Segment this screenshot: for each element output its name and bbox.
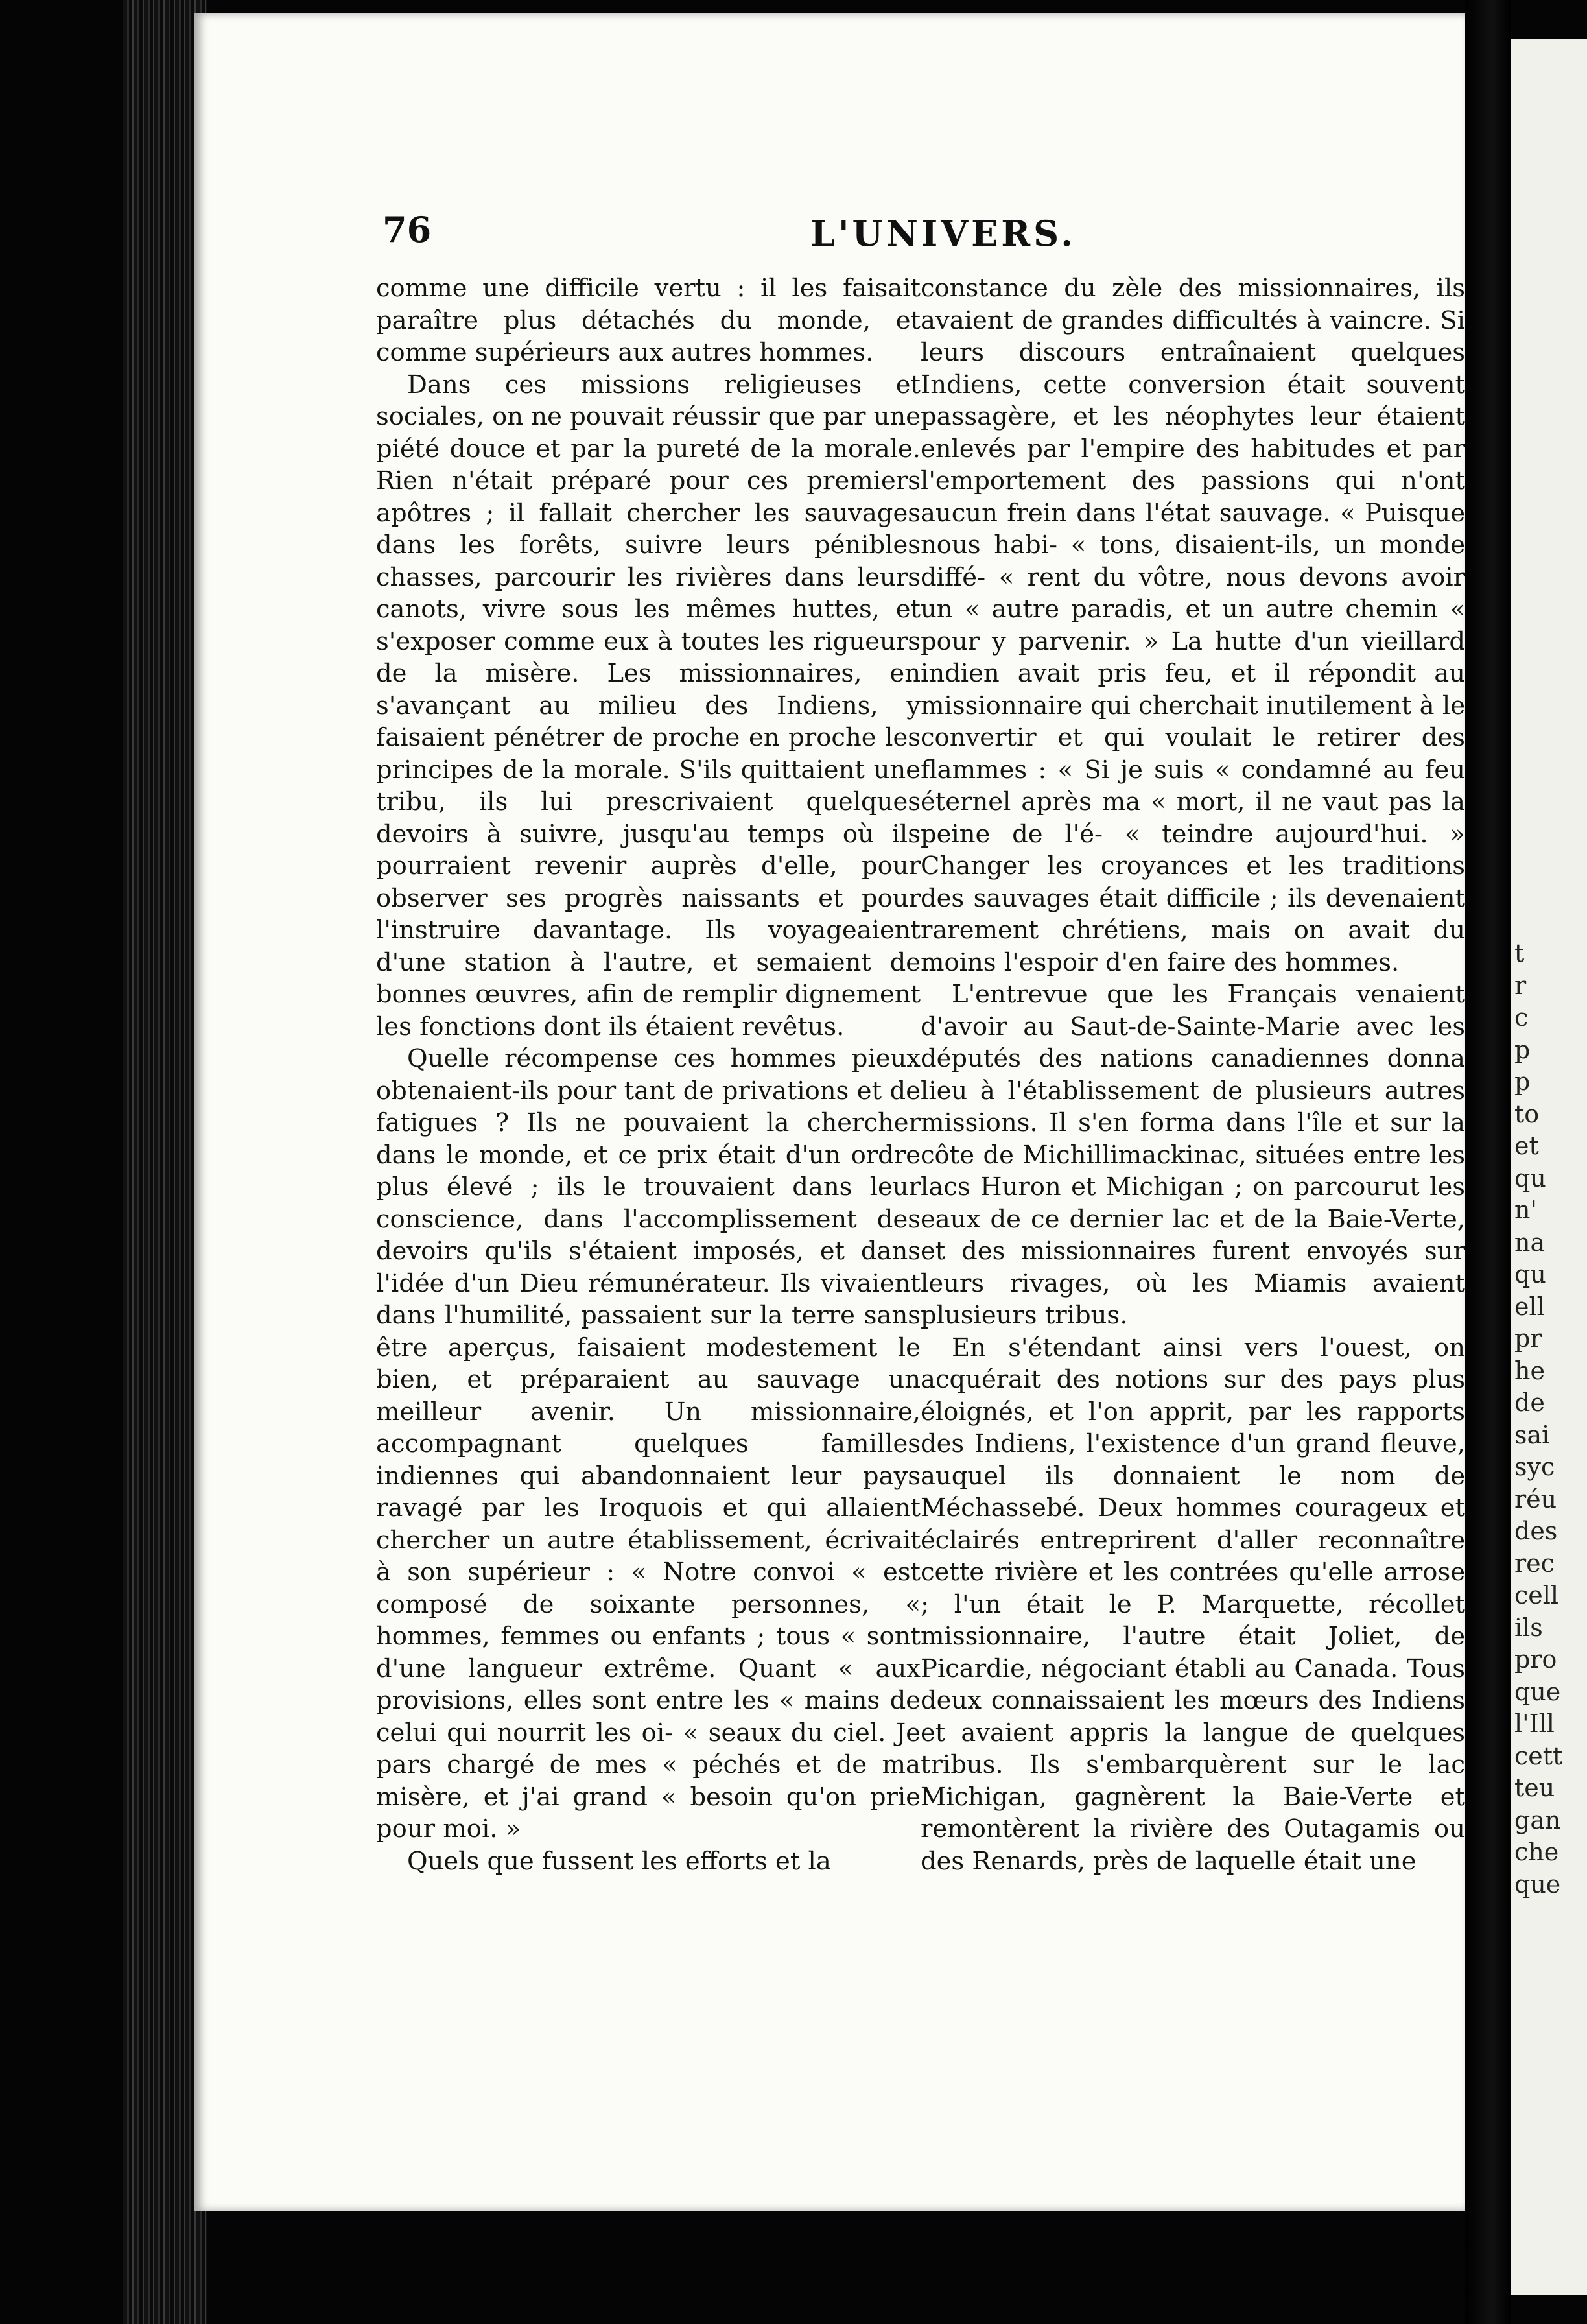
facing-page-fragment bbox=[1511, 649, 1587, 682]
facing-page-fragment: cett bbox=[1514, 1741, 1563, 1770]
facing-page-fragment: ils bbox=[1514, 1613, 1543, 1642]
facing-page-fragment bbox=[1511, 231, 1587, 264]
facing-page-fragment: qu bbox=[1514, 1260, 1546, 1288]
facing-page-fragment bbox=[1511, 328, 1587, 361]
facing-page-fragment: et bbox=[1514, 1132, 1539, 1160]
facing-page-fragment: cell bbox=[1514, 1581, 1559, 1609]
paragraph: En s'étendant ainsi vers l'ouest, on acquérait des notions sur des pays plus éloignés, et l'on apprit, par les rapports des Indiens, l'existence d'un grand fleuve, auquel ils donnaient le nom de Méchassebé. Deux hommes courageux et éclairés entreprirent d'aller reconnaître cette rivière et les contrées qu'elle arrose ; l'un était le P. Marquette, récollet missionnaire, l'autre était Joliet, de Picardie, négociant établi au Canada. Tous deux connaissaient les mœurs des Indiens et avaient appris la langue de quelques tribus. Ils s'embarquèrent sur le lac Michigan, gagnèrent la Baie-Verte et remontèrent la rivière des Outagamis ou des Renards, près de laquelle était une bbox=[921, 1333, 1465, 1876]
facing-page-fragment: r bbox=[1514, 971, 1527, 1000]
facing-page-fragment bbox=[1511, 71, 1587, 104]
facing-page-fragment: sai bbox=[1514, 1420, 1550, 1449]
facing-page-fragment bbox=[1511, 296, 1587, 328]
facing-page-edge bbox=[1511, 39, 1587, 2295]
facing-page-fragment: que bbox=[1514, 1677, 1561, 1706]
running-title: L'UNIVERS. bbox=[810, 213, 1077, 254]
facing-page-fragment bbox=[1511, 200, 1587, 232]
facing-page-fragment: p bbox=[1514, 1035, 1531, 1064]
facing-page-fragment bbox=[1511, 809, 1587, 842]
facing-page-fragment bbox=[1511, 617, 1587, 649]
facing-page-fragment: gan bbox=[1514, 1805, 1561, 1834]
facing-page-fragment bbox=[1511, 681, 1587, 713]
facing-page-fragment: teu bbox=[1514, 1773, 1555, 1802]
facing-page-fragment: l'Ill bbox=[1514, 1709, 1555, 1738]
paragraph: L'entrevue que les Français venaient d'avoir au Saut-de-Sainte-Marie avec les députés des nations canadiennes donna lieu à l'établissement de plusieurs autres missions. Il s'en forma dans l'île et sur la côte de Michillimackinac, situées entre les lacs Huron et Michigan ; on parcourut les eaux de ce dernier lac et de la Baie-Verte, et des missionnaires furent envoyés sur leurs rivages, où les Miamis avaient plusieurs tribus. bbox=[921, 980, 1465, 1330]
facing-page-fragment: de bbox=[1514, 1388, 1545, 1417]
facing-page-fragment: des bbox=[1514, 1517, 1558, 1545]
facing-page-fragment: na bbox=[1514, 1227, 1546, 1257]
facing-page-fragment: p bbox=[1514, 1067, 1531, 1096]
facing-page-fragment bbox=[1511, 745, 1587, 777]
facing-page-fragment bbox=[1511, 488, 1587, 521]
facing-page-fragment bbox=[1511, 777, 1587, 810]
page-header bbox=[194, 201, 1465, 266]
facing-page-fragment bbox=[1511, 552, 1587, 585]
facing-page-fragment: he bbox=[1514, 1356, 1545, 1385]
facing-page-fragment: n' bbox=[1514, 1196, 1537, 1224]
facing-page-fragment: rec bbox=[1514, 1548, 1555, 1578]
facing-page-fragment: syc bbox=[1514, 1452, 1555, 1481]
left-text-column bbox=[376, 272, 921, 2140]
facing-page-fragment: qu bbox=[1514, 1163, 1546, 1192]
facing-page-fragment: que bbox=[1514, 1869, 1561, 1899]
paragraph: comme une difficile vertu : il les faisait paraître plus détachés du monde, et comme supérieurs aux autres hommes. bbox=[376, 274, 921, 367]
page-gutter-shadow bbox=[1465, 0, 1511, 2324]
facing-page-fragment: che bbox=[1514, 1838, 1559, 1866]
facing-page-fragment bbox=[1511, 521, 1587, 553]
facing-page-fragment: pro bbox=[1514, 1645, 1557, 1674]
facing-page-fragment: to bbox=[1514, 1099, 1540, 1128]
facing-page-fragment bbox=[1511, 842, 1587, 874]
facing-page-fragment: t bbox=[1514, 939, 1525, 967]
right-text-column bbox=[921, 272, 1465, 2140]
page-number: 76 bbox=[382, 209, 432, 250]
book-page bbox=[194, 13, 1465, 2211]
facing-page-fragment bbox=[1511, 713, 1587, 746]
paragraph: Quels que fussent les efforts et la bbox=[407, 1846, 831, 1876]
facing-page-fragment bbox=[1511, 906, 1587, 938]
facing-page-fragment: ell bbox=[1514, 1292, 1545, 1321]
facing-page-fragment: c bbox=[1514, 1003, 1529, 1032]
facing-page-fragment bbox=[1511, 167, 1587, 200]
facing-page-fragment bbox=[1511, 873, 1587, 906]
facing-page-fragment bbox=[1511, 360, 1587, 392]
facing-page-fragment bbox=[1511, 136, 1587, 168]
facing-page-fragment bbox=[1511, 456, 1587, 489]
facing-page-fragment bbox=[1511, 424, 1587, 456]
paragraph: constance du zèle des missionnaires, ils avaient de grandes difficultés à vaincre. Si leurs discours entraînaient quelques Indiens, cette conversion était souvent passagère, et les néophytes leur étaient enlevés par l'empire des habitudes et par l'emportement des passions qui n'ont aucun frein dans l'état sauvage. « Puisque nous habi- « tons, disaient-ils, un monde diffé- « rent du vôtre, nous devons avoir un « autre paradis, et un autre chemin « pour y parvenir. » La hutte d'un vieillard indien avait pris feu, et il répondit au missionnaire qui cherchait inutilement à le convertir et qui voulait le retirer des flammes : « Si je suis « condamné au feu éternel après ma « mort, il ne vaut pas la peine de l'é- « teindre aujourd'hui. » Changer les croyances et les traditions des sauvages était difficile ; ils devenaient rarement chrétiens, mais on avait du moins l'espoir d'en faire des hommes. bbox=[921, 274, 1465, 977]
facing-page-fragment bbox=[1511, 264, 1587, 296]
facing-page-fragment bbox=[1511, 392, 1587, 425]
facing-page-fragment: pr bbox=[1514, 1324, 1542, 1353]
facing-page-fragment bbox=[1511, 585, 1587, 617]
paragraph: Quelle récompense ces hommes pieux obtenaient-ils pour tant de privations et de fatigues ? Ils ne pouvaient la chercher dans le monde, et ce prix était d'un ordre plus élevé ; ils le trouvaient dans leur conscience, dans l'accomplissement des devoirs qu'ils s'étaient imposés, et dans l'idée d'un Dieu rémunérateur. Ils vivaient dans l'humilité, passaient sur la terre sans être aperçus, faisaient modestement le bien, et préparaient au sauvage un meilleur avenir. Un missionnaire, accompagnant quelques familles indiennes qui abandonnaient leur pays ravagé par les Iroquois et qui allaient chercher un autre établissement, écrivait à son supérieur : « Notre convoi « est composé de soixante personnes, « hommes, femmes ou enfants ; tous « sont d'une langueur extrême. Quant « aux provisions, elles sont entre les « mains de celui qui nourrit les oi- « seaux du ciel. Je pars chargé de mes « péchés et de ma misère, et j'ai grand « besoin qu'on prie pour moi. » bbox=[376, 1044, 921, 1844]
facing-page-fragment bbox=[1511, 39, 1587, 71]
facing-page-fragment: réu bbox=[1514, 1484, 1557, 1513]
facing-page-fragment bbox=[1511, 103, 1587, 136]
paragraph: Dans ces missions religieuses et sociales, on ne pouvait réussir que par une piété douce et par la pureté de la morale. Rien n'était préparé pour ces premiers apôtres ; il fallait chercher les sauvages dans les forêts, suivre leurs pénibles chasses, parcourir les rivières dans leurs canots, vivre sous les mêmes huttes, et s'exposer comme eux à toutes les rigueurs de la misère. Les missionnaires, en s'avançant au milieu des Indiens, y faisaient pénétrer de proche en proche les principes de la morale. S'ils quittaient une tribu, ils lui prescrivaient quelques devoirs à suivre, jusqu'au temps où ils pourraient revenir auprès d'elle, pour observer ses progrès naissants et pour l'instruire davantage. Ils voyageaient d'une station à l'autre, et semaient de bonnes œuvres, afin de remplir dignement les fonctions dont ils étaient revêtus. bbox=[376, 370, 921, 1041]
